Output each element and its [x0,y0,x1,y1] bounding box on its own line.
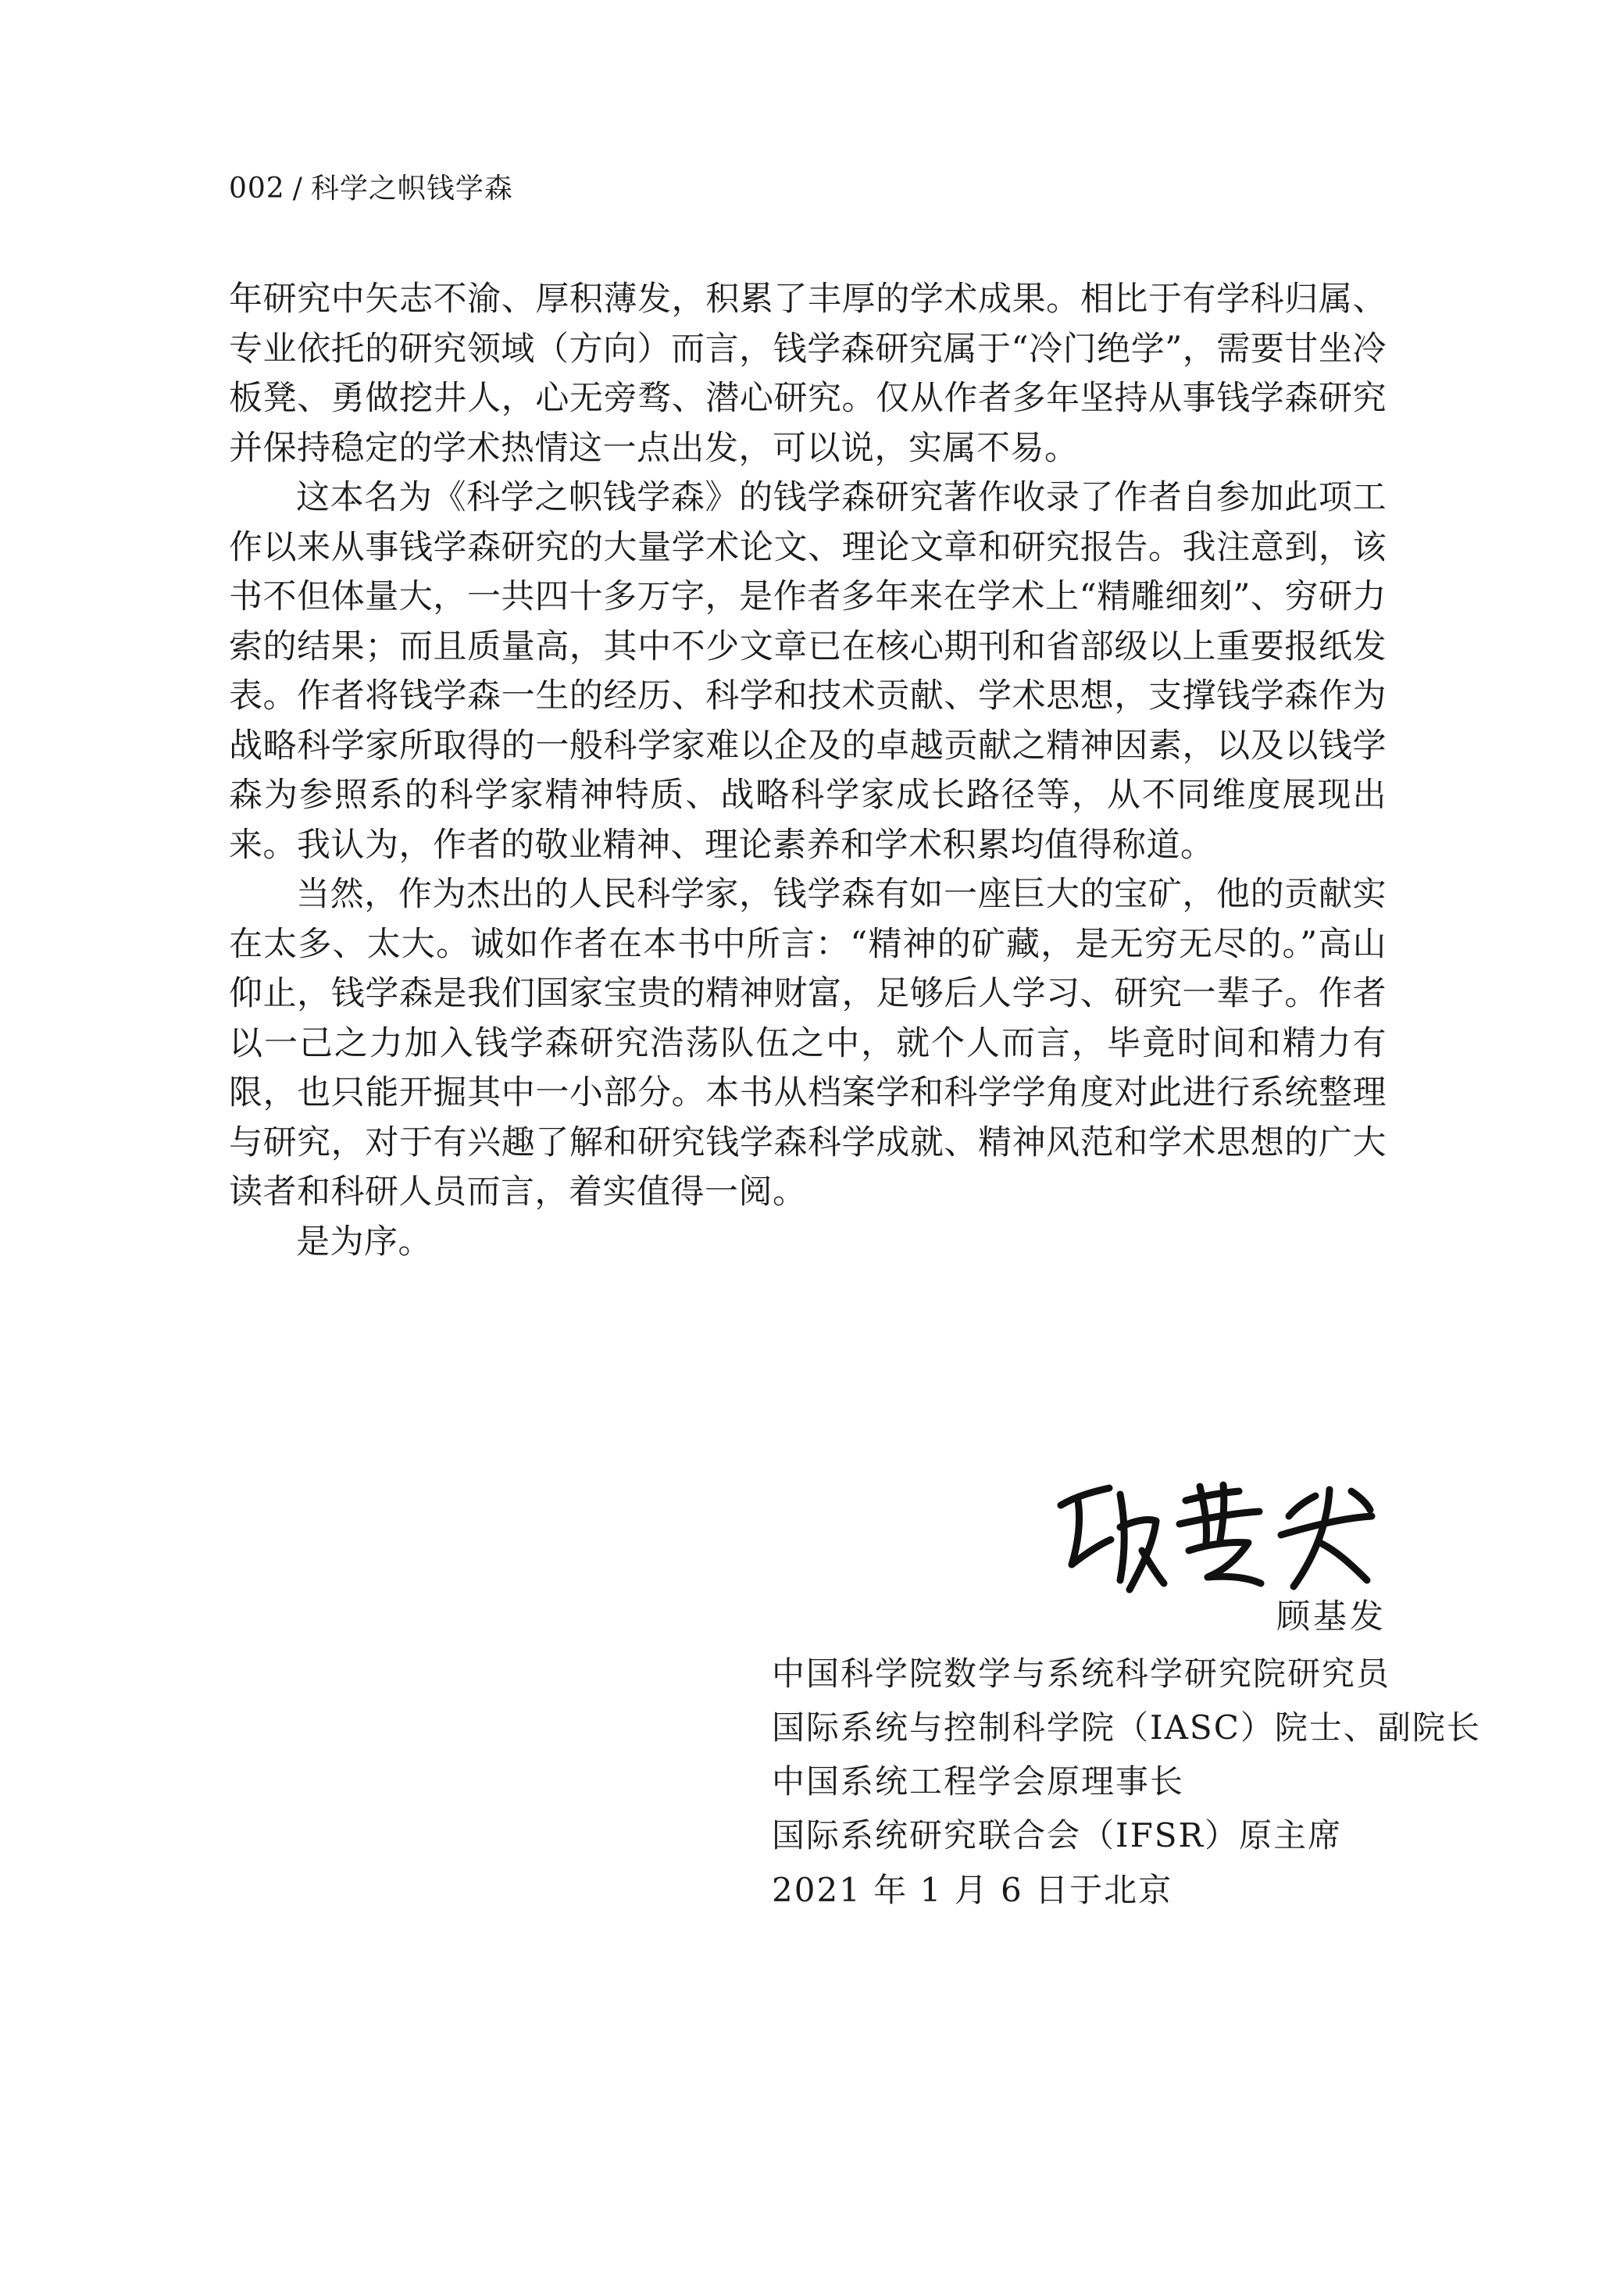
book-title: 科学之帜钱学森 [310,173,513,205]
preface-body [229,275,1387,1267]
affiliation-item: 中国系统工程学会原理事长 [772,1762,1185,1801]
signer-affiliations [772,1647,1481,1862]
running-header [229,170,513,208]
affiliation-item: 中国科学院数学与系统科学研究院研究员 [772,1654,1391,1693]
affiliation-item: 国际系统研究联合会（IFSR）原主席 [772,1816,1343,1854]
paragraph-2: 这本名为《科学之帜钱学森》的钱学森研究著作收录了作者自参加此项工作以来从事钱学森研究的大量学术论文、理论文章和研究报告。我注意到，该书不但体量大，一共四十多万字，是作者多年来在学术上“精雕细刻”、穷研力索的结果；而且质量高，其中不少文章已在核心期刊和省部级以上重要报纸发表。作者将钱学森一生的经历、科学和技术贡献、学术思想，支撑钱学森作为战略科学家所取得的一般科学家难以企及的卓越贡献之精神因素，以及以钱学森为参照系的科学家精神特质、战略科学家成长路径等，从不同维度展现出来。我认为，作者的敬业精神、理论素养和学术积累均值得称道。 [229,478,1387,865]
page-number: 002 [229,173,285,205]
affiliation-item: 国际系统与控制科学院（IASC）院士、副院长 [772,1708,1481,1747]
header-separator: / [292,173,303,205]
paragraph-4: 是为序。 [296,1222,432,1262]
signature-image [1055,1472,1383,1605]
signer-name: 顾基发 [1276,1597,1387,1636]
date-and-place: 2021 年 1 月 6 日于北京 [772,1871,1173,1909]
handwritten-signature [1055,1472,1383,1605]
paragraph-3: 当然，作为杰出的人民科学家，钱学森有如一座巨大的宝矿，他的贡献实在太多、太大。诚如作者在本书中所言：“精神的矿藏，是无穷无尽的。”高山仰止，钱学森是我们国家宝贵的精神财富，足够后人学习、研究一辈子。作者以一己之力加入钱学森研究浩荡队伍之中，就个人而言，毕竟时间和精力有限，也只能开掘其中一小部分。本书从档案学和科学学角度对此进行系统整理与研究，对于有兴趣了解和研究钱学森科学成就、精神风范和学术思想的广大读者和科研人员而言，着实值得一阅。 [229,875,1387,1212]
paragraph-1: 年研究中矢志不渝、厚积薄发，积累了丰厚的学术成果。相比于有学科归属、专业依托的研究领域（方向）而言，钱学森研究属于“冷门绝学”，需要甘坐冷板凳、勇做挖井人，心无旁骛、潜心研究。仅从作者多年坚持从事钱学森研究并保持稳定的学术热情这一点出发，可以说，实属不易。 [229,280,1387,468]
